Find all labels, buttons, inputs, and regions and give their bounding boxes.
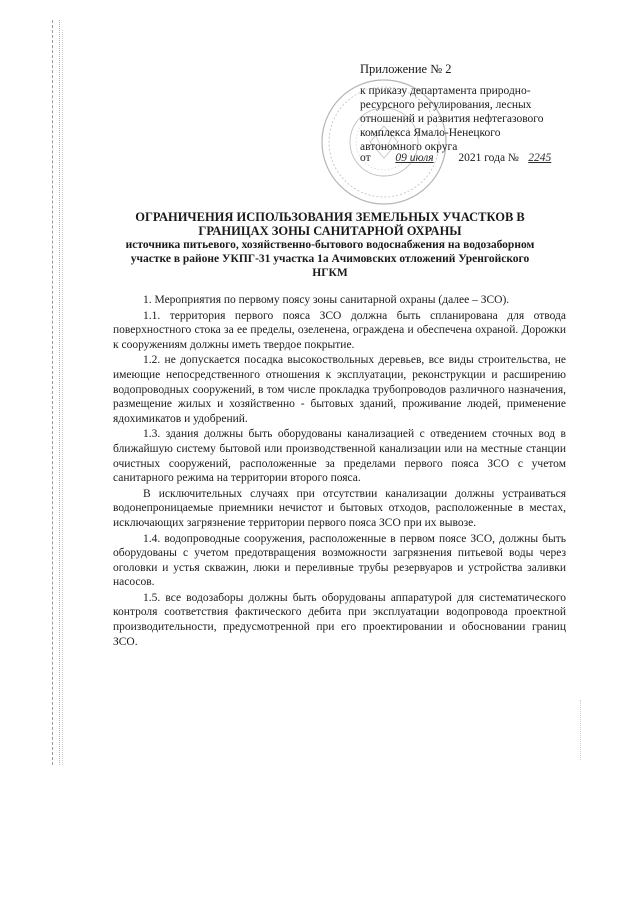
handwritten-order-number: 2245 xyxy=(528,152,552,164)
paragraph: В исключительных случаях при отсутствии канализации должны устраиваться водонепроницаемые приемники нечистот и бытовых отходов, расположенные в местах, исключающих загрязнение территории первого пояса ЗСО при их вывозе. xyxy=(113,487,566,529)
paragraph: 1.5. все водозаборы должны быть оборудованы аппаратурой для систематического контроля соответствия фактического дебита при эксплуатации водопровода проектной производительности, предусмотренной при его проектировании и обосновании границ ЗСО. xyxy=(113,591,566,648)
paragraph: 1.3. здания должны быть оборудованы канализацией с отведением сточных вод в ближайшую систему бытовой или производственной канализации или на местные станции очистных сооружений, расположенные за пределами первого пояса ЗСО с учетом санитарного режима на территории второго пояса. xyxy=(113,428,566,485)
document-body xyxy=(113,293,566,650)
scan-edge-artifact xyxy=(52,20,60,765)
paragraph: 1.2. не допускается посадка высокоствольных деревьев, все виды строительства, не имеющие непосредственного отношения к эксплуатации, реконструкции и расширению водопроводных сооружений, в том числе прокладка трубопроводов различного назначения, размещение жилых и хозяйственно - бытовых зданий, проживание людей, применение ядохимикатов и удобрений. xyxy=(113,354,566,425)
date-prefix: от xyxy=(360,152,371,164)
handwritten-date: 09 июля xyxy=(395,152,434,164)
paragraph: 1.4. водопроводные сооружения, расположенные в первом поясе ЗСО, должны быть оборудованы с учетом предотвращения возможности загрязнения питьевой воды через оголовки и устья скважин, люки и переливные трубы резервуаров и устройства заливки насосов. xyxy=(113,532,566,589)
appendix-label: Приложение № 2 xyxy=(360,62,452,76)
scan-edge-artifact xyxy=(580,700,582,760)
paragraph: 1. Мероприятия по первому поясу зоны санитарной охраны (далее – ЗСО). xyxy=(143,294,510,306)
document-title: ОГРАНИЧЕНИЯ ИСПОЛЬЗОВАНИЯ ЗЕМЕЛЬНЫХ УЧАСТКОВ В ГРАНИЦАХ ЗОНЫ САНИТАРНОЙ ОХРАНЫ xyxy=(135,210,525,238)
order-date-line xyxy=(360,152,590,164)
paragraph: 1.1. территория первого пояса ЗСО должна быть спланирована для отвода поверхностного стока за ее пределы, озеленена, ограждена и обеспечена охраной. Дорожки к сооружениям должны иметь твердое покрытие. xyxy=(113,309,566,351)
order-reference: к приказу департамента природно-ресурсного регулирования, лесных отношений и развития нефтегазового комплекса Ямало-Ненецкого автономного округа xyxy=(360,85,544,153)
date-suffix: 2021 года № xyxy=(458,152,519,164)
document-subtitle: источника питьевого, хозяйственно-бытового водоснабжения на водозаборном участке в районе УКПГ-31 участка 1а Ачимовских отложений Уренгойского НГКМ xyxy=(125,239,535,279)
scan-edge-artifact xyxy=(62,30,64,765)
